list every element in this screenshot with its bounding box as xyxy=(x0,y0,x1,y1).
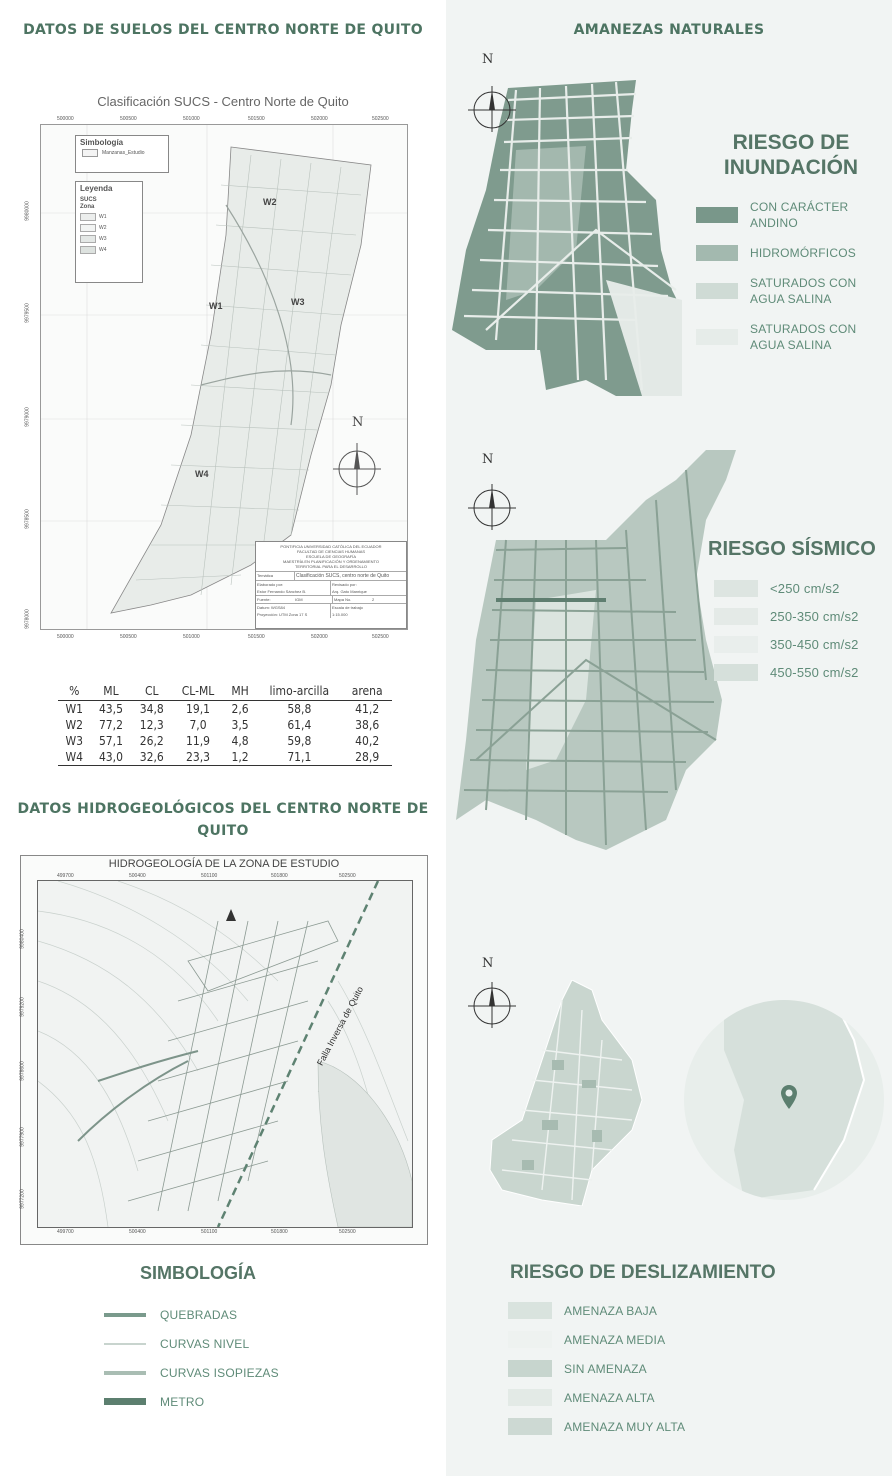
sucs-simbologia-item: Manzanas_Estudio xyxy=(102,150,145,156)
inundacion-item-saturados-2 xyxy=(696,314,856,360)
escala-label: Escala de trabajo xyxy=(332,605,363,610)
credit-line-3: ESCUELA DE GEOGRAFÍA xyxy=(305,554,356,559)
credit-line-5: TERRITORIAL PARA EL DESARROLLO xyxy=(294,564,368,569)
tema-label: Temática xyxy=(256,572,295,580)
sucs-table-header xyxy=(58,682,392,701)
sucs-x-tick-bottom-6: 502500 xyxy=(372,634,389,640)
inundacion-north-label: N xyxy=(482,52,494,67)
sucs-x-tick-bottom-3: 501000 xyxy=(183,634,200,640)
sismico-item-1 xyxy=(714,574,859,602)
table-cell: W1 xyxy=(65,702,84,716)
col-header-clml: CL-ML xyxy=(172,682,224,701)
table-cell: 3,5 xyxy=(231,718,249,732)
sucs-y-tick-4: 9978500 xyxy=(24,509,31,529)
hydro-x-tick-bottom-4: 501800 xyxy=(271,1229,288,1235)
sucs-map-frame xyxy=(40,124,408,630)
sucs-north-label: N xyxy=(352,415,364,430)
saturados-1-label-1: SATURADOS CON xyxy=(750,276,857,290)
inundacion-title-line-2: INUNDACIÓN xyxy=(723,156,859,179)
sucs-x-tick-4: 501500 xyxy=(248,116,265,122)
hydro-x-tick-bottom-2: 500400 xyxy=(129,1229,146,1235)
mapa-value: 2 xyxy=(372,597,375,602)
simbologia-title: SIMBOLOGÍA xyxy=(140,1263,256,1283)
map-label-w1: W1 xyxy=(209,301,223,311)
saturados-1-swatch xyxy=(696,283,738,299)
sucs-leyenda-box xyxy=(75,181,143,283)
col-header-cl: CL xyxy=(131,682,172,701)
sucs-simbologia-box xyxy=(75,135,169,173)
hydro-x-tick-3: 501100 xyxy=(201,873,218,879)
inundacion-title-line-1: RIESGO DE xyxy=(732,131,850,154)
compass-icon xyxy=(466,80,518,132)
sismico-item-2 xyxy=(714,602,859,630)
andino-label-2: ANDINO xyxy=(750,216,798,230)
simbologia-item-curvas-nivel xyxy=(104,1329,279,1358)
zone-w3-swatch xyxy=(80,235,96,243)
credit-line-1: PONTIFICIA UNIVERSIDAD CATÓLICA DEL ECUADOR xyxy=(280,544,382,549)
table-cell: 19,1 xyxy=(186,702,211,716)
deslizamiento-legend xyxy=(508,1296,685,1441)
table-cell: 34,8 xyxy=(139,702,164,716)
sismico-north-label: N xyxy=(482,452,494,467)
table-cell: 12,3 xyxy=(139,718,164,732)
revisado-value: Arq. Gato Manrique xyxy=(332,589,367,594)
location-pin-icon xyxy=(780,1084,798,1110)
hydro-x-tick-bottom-5: 502500 xyxy=(339,1229,356,1235)
deslizamiento-map xyxy=(482,980,682,1206)
table-cell: 41,2 xyxy=(355,702,380,716)
metro-swatch xyxy=(104,1398,146,1405)
hydro-map-canvas xyxy=(38,881,412,1227)
sucs-simbologia-title: Simbología xyxy=(80,138,124,147)
sin-swatch xyxy=(508,1360,552,1377)
right-column xyxy=(446,0,892,1476)
zona-label: Zona xyxy=(80,204,95,210)
credit-line-2: FACULTAD DE CIENCIAS HUMANAS xyxy=(296,549,366,554)
table-cell: 38,6 xyxy=(355,718,380,732)
hydro-map-title: HIDROGEOLOGÍA DE LA ZONA DE ESTUDIO xyxy=(108,858,340,870)
table-cell: 57,1 xyxy=(98,734,123,748)
inundacion-item-saturados-1 xyxy=(696,268,856,314)
sucs-y-tick-1: 9980000 xyxy=(24,201,31,221)
hydro-y-tick-3: 9978600 xyxy=(19,1061,26,1081)
deslizamiento-item-sin xyxy=(508,1354,685,1383)
hydro-x-tick-bottom-1: 499700 xyxy=(57,1229,74,1235)
simbologia-list xyxy=(104,1300,279,1416)
sismico-3-label: 350-450 cm/s2 xyxy=(770,636,859,652)
manzanas-swatch xyxy=(82,149,98,157)
amenazas-title: AMANEZAS NATURALES xyxy=(573,22,765,38)
fuente-label: Fuente: xyxy=(257,597,271,602)
media-label: AMENAZA MEDIA xyxy=(564,1332,666,1347)
inundacion-item-hidromorficos xyxy=(696,238,856,268)
inundacion-item-andino xyxy=(696,192,856,238)
deslizamiento-north-label: N xyxy=(482,956,494,971)
sismico-1-label: <250 cm/s2 xyxy=(770,580,840,596)
table-cell: W2 xyxy=(65,718,84,732)
table-cell: 43,0 xyxy=(91,749,132,766)
proyeccion-label: Proyección: UTM Zona 17 S xyxy=(256,611,331,618)
mapa-label: Mapa No. xyxy=(334,597,352,602)
andino-label-1: CON CARÁCTER xyxy=(750,200,849,214)
sucs-x-tick-bottom-4: 501500 xyxy=(248,634,265,640)
inundacion-title xyxy=(696,130,886,180)
map-label-w2: W2 xyxy=(263,197,277,207)
table-cell: 23,3 xyxy=(172,749,224,766)
table-row xyxy=(58,701,392,718)
zone-w1-swatch xyxy=(80,213,96,221)
table-cell: W3 xyxy=(65,734,84,748)
table-cell: 28,9 xyxy=(342,749,392,766)
location-circle-map xyxy=(684,1000,884,1200)
baja-label: AMENAZA BAJA xyxy=(564,1303,658,1318)
sucs-map xyxy=(20,88,426,640)
elaborado-value: Estor Fernando Sánchez B. xyxy=(257,589,307,594)
sismico-item-3 xyxy=(714,630,859,658)
zone-w4-label: W4 xyxy=(99,247,107,253)
zone-w4-swatch xyxy=(80,246,96,254)
deslizamiento-item-baja xyxy=(508,1296,685,1325)
hydro-x-tick-1: 499700 xyxy=(57,873,74,879)
hydro-y-tick-1: 9980400 xyxy=(19,929,26,949)
fuente-value: IGM xyxy=(294,596,333,603)
sucs-x-tick-bottom-2: 500500 xyxy=(120,634,137,640)
table-cell: 32,6 xyxy=(131,749,172,766)
sucs-y-tick-5: 9978000 xyxy=(24,609,31,629)
deslizamiento-item-media xyxy=(508,1325,685,1354)
deslizamiento-title: RIESGO DE DESLIZAMIENTO xyxy=(510,1262,776,1283)
elaborado-label: Elaborado por: xyxy=(257,582,284,587)
table-cell: 59,8 xyxy=(287,734,312,748)
col-header-mh: MH xyxy=(224,682,256,701)
hydro-x-tick-5: 502500 xyxy=(339,873,356,879)
alta-label: AMENAZA ALTA xyxy=(564,1390,655,1405)
saturados-2-label-1: SATURADOS CON xyxy=(750,322,857,336)
table-row xyxy=(58,733,392,749)
sismico-4-swatch xyxy=(714,664,758,681)
soil-section-title: DATOS DE SUELOS DEL CENTRO NORTE DE QUITO xyxy=(23,22,423,38)
escala-value: 1:15.000 xyxy=(332,612,348,617)
hydro-x-tick-4: 501800 xyxy=(271,873,288,879)
sismico-item-4 xyxy=(714,658,859,686)
map-label-w4: W4 xyxy=(195,469,209,479)
table-cell: 40,2 xyxy=(355,734,380,748)
col-header-limo: limo-arcilla xyxy=(256,682,342,701)
sucs-table xyxy=(58,682,392,766)
hydro-x-tick-2: 500400 xyxy=(129,873,146,879)
zone-w1-label: W1 xyxy=(99,214,107,220)
table-row xyxy=(58,749,392,766)
sucs-map-title: Clasificación SUCS - Centro Norte de Quito xyxy=(97,94,349,109)
sin-label: SIN AMENAZA xyxy=(564,1361,647,1376)
zone-w2-swatch xyxy=(80,224,96,232)
simbologia-item-metro xyxy=(104,1387,279,1416)
quebradas-label: QUEBRADAS xyxy=(160,1307,238,1322)
table-cell: 2,6 xyxy=(231,702,249,716)
table-row xyxy=(58,717,392,733)
sucs-x-tick-1: 500000 xyxy=(57,116,74,122)
sucs-x-tick-bottom-5: 502000 xyxy=(311,634,328,640)
sismico-1-swatch xyxy=(714,580,758,597)
sismico-4-label: 450-550 cm/s2 xyxy=(770,664,859,680)
deslizamiento-map-canvas xyxy=(482,980,682,1206)
hydro-section-title xyxy=(0,798,446,842)
sucs-y-tick-2: 9979500 xyxy=(24,303,31,323)
table-cell: 43,5 xyxy=(98,702,123,716)
media-swatch xyxy=(508,1331,552,1348)
andino-swatch xyxy=(696,207,738,223)
sismico-north-arrow xyxy=(466,478,518,530)
table-cell: 26,2 xyxy=(139,734,164,748)
metro-label: METRO xyxy=(160,1394,205,1409)
revisado-label: Revisado por: xyxy=(332,582,357,587)
sucs-y-tick-3: 9979000 xyxy=(24,407,31,427)
hydro-y-tick-5: 9977200 xyxy=(19,1189,26,1209)
table-cell: 61,4 xyxy=(287,718,312,732)
simbologia-item-curvas-isopiezas xyxy=(104,1358,279,1387)
baja-swatch xyxy=(508,1302,552,1319)
table-cell: 4,8 xyxy=(231,734,249,748)
sucs-x-tick-bottom-1: 500000 xyxy=(57,634,74,640)
table-cell: 58,8 xyxy=(287,702,312,716)
map-label-w3: W3 xyxy=(291,297,305,307)
zone-w2-label: W2 xyxy=(99,225,107,231)
hidromorficos-label: HIDROMÓRFICOS xyxy=(750,246,856,260)
compass-icon xyxy=(466,478,518,530)
sismico-2-label: 250-350 cm/s2 xyxy=(770,608,859,624)
hydro-map-frame xyxy=(37,880,413,1228)
col-header-pct: % xyxy=(58,682,91,701)
tema-value: Clasificación SUCS, centro norte de Quito xyxy=(296,573,390,579)
hydro-map xyxy=(20,855,428,1245)
deslizamiento-item-alta xyxy=(508,1383,685,1412)
fault-label: Falla Inversa de Quito xyxy=(314,984,366,1068)
sismico-2-swatch xyxy=(714,608,758,625)
simbologia-item-quebradas xyxy=(104,1300,279,1329)
zone-w3-label: W3 xyxy=(99,236,107,242)
saturados-1-label-2: AGUA SALINA xyxy=(750,292,832,306)
sucs-credits-box xyxy=(255,541,407,629)
inundacion-legend xyxy=(696,192,856,360)
col-header-arena: arena xyxy=(342,682,392,701)
sucs-x-tick-6: 502500 xyxy=(372,116,389,122)
datum-label: Datum: WGS84 xyxy=(256,604,331,611)
sismico-legend xyxy=(714,574,859,686)
curvas-nivel-swatch xyxy=(104,1343,146,1345)
saturados-2-swatch xyxy=(696,329,738,345)
deslizamiento-item-muy-alta xyxy=(508,1412,685,1441)
curvas-nivel-label: CURVAS NIVEL xyxy=(160,1336,250,1351)
alta-swatch xyxy=(508,1389,552,1406)
inundacion-north-arrow xyxy=(466,80,518,132)
table-cell: 77,2 xyxy=(98,718,123,732)
sismico-3-swatch xyxy=(714,636,758,653)
hydro-y-tick-4: 9977900 xyxy=(19,1127,26,1147)
sucs-leyenda-title: Leyenda xyxy=(80,184,113,193)
sismico-title: RIESGO SÍSMICO xyxy=(708,538,876,560)
saturados-2-label-2: AGUA SALINA xyxy=(750,338,832,352)
sucs-x-tick-5: 502000 xyxy=(311,116,328,122)
muy-alta-label: AMENAZA MUY ALTA xyxy=(564,1419,686,1434)
hydro-title-line-1: DATOS HIDROGEOLÓGICOS DEL CENTRO NORTE DE xyxy=(17,801,429,817)
table-cell: 1,2 xyxy=(224,749,256,766)
hydro-x-tick-bottom-3: 501100 xyxy=(201,1229,218,1235)
hydro-title-line-2: QUITO xyxy=(197,823,249,839)
curvas-isopiezas-label: CURVAS ISOPIEZAS xyxy=(160,1365,279,1380)
hidromorficos-swatch xyxy=(696,245,738,261)
muy-alta-swatch xyxy=(508,1418,552,1435)
table-cell: 71,1 xyxy=(256,749,342,766)
sucs-x-tick-3: 501000 xyxy=(183,116,200,122)
sucs-label: SUCS xyxy=(80,197,97,203)
table-cell: W4 xyxy=(58,749,91,766)
table-cell: 11,9 xyxy=(186,734,211,748)
credit-line-4: MAESTRÍA EN PLANIFICACIÓN Y ORDENAMIENTO xyxy=(282,559,380,564)
hydro-y-tick-2: 9979200 xyxy=(19,997,26,1017)
col-header-ml: ML xyxy=(91,682,132,701)
sucs-x-tick-2: 500500 xyxy=(120,116,137,122)
curvas-isopiezas-swatch xyxy=(104,1371,146,1375)
quebradas-swatch xyxy=(104,1313,146,1317)
table-cell: 7,0 xyxy=(189,718,207,732)
